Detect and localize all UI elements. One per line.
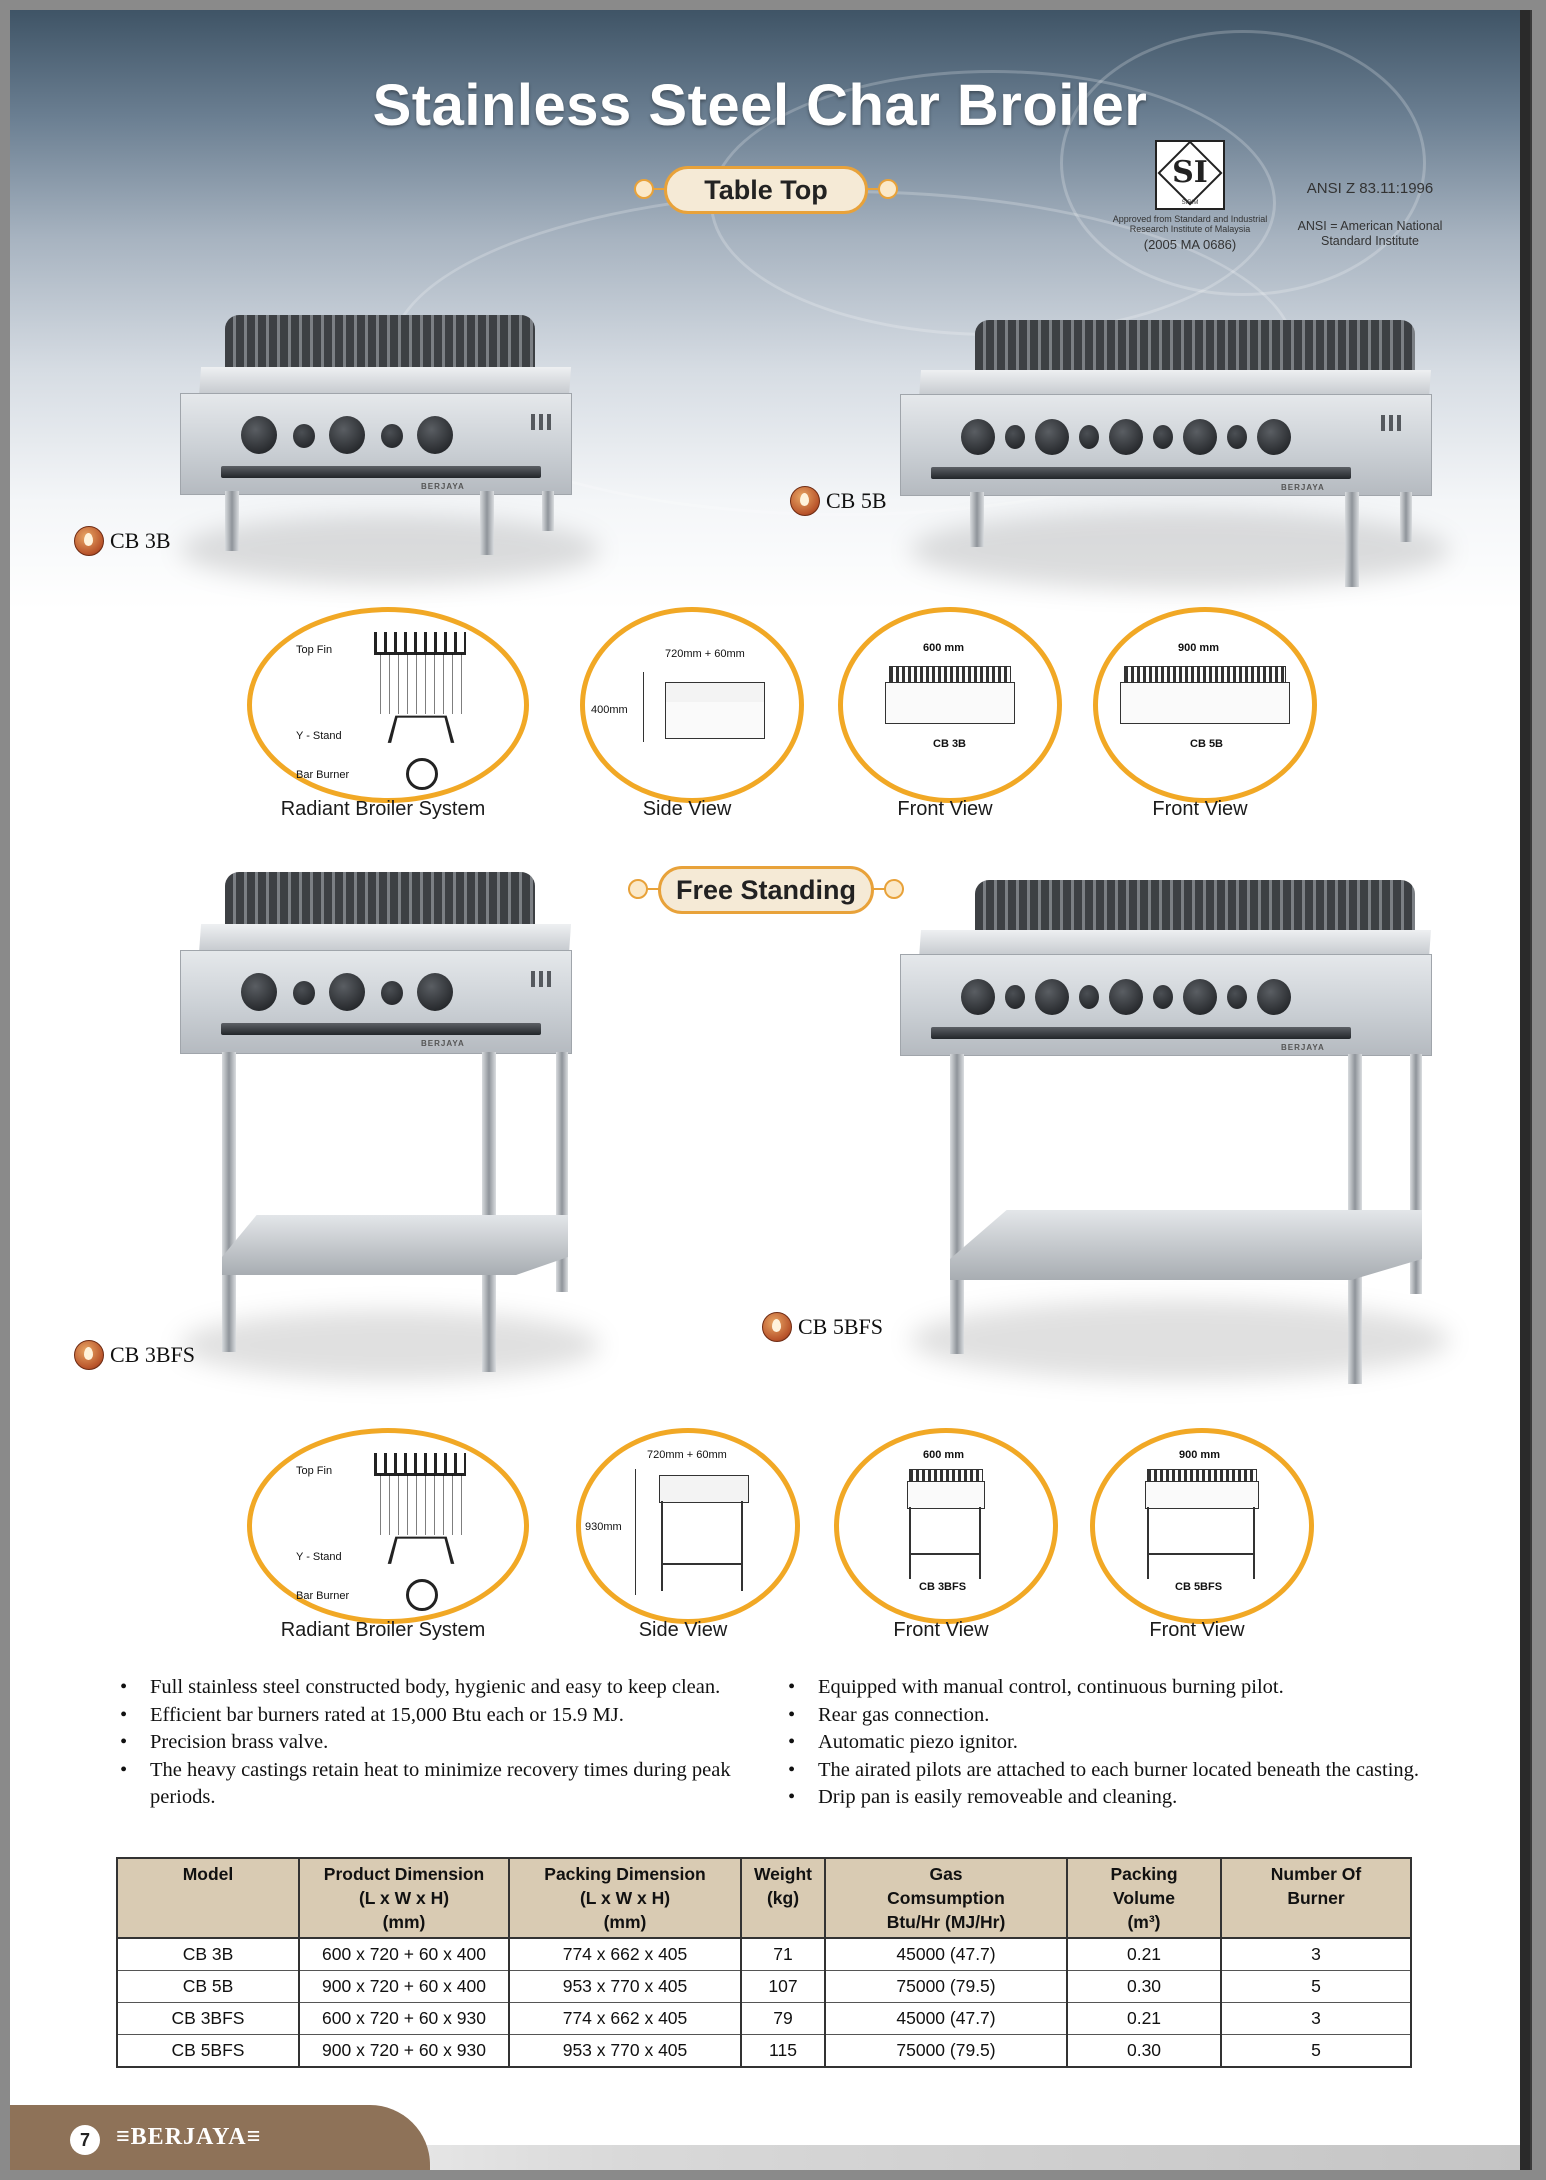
approval-text: Approved from Standard and Industrial Research Institute of Malaysia bbox=[1112, 214, 1268, 234]
front-view-caption-cb3bfs: Front View bbox=[893, 1619, 989, 1641]
ansi-info bbox=[1280, 180, 1460, 249]
col-packing-dimension: Packing Dimension (L x W x H) (mm) bbox=[509, 1858, 741, 1938]
ansi-standard: ANSI Z 83.11:1996 bbox=[1306, 180, 1434, 197]
ansi-definition: ANSI = American National Standard Institute bbox=[1297, 219, 1443, 248]
table-row: CB 5B 900 x 720 + 60 x 400 953 x 770 x 405 107 75000 (79.5) 0.30 5 bbox=[117, 1971, 1411, 2003]
product-image-cb5bfs: BERJAYA bbox=[890, 870, 1450, 1410]
front-view-diagram-cb3b: 600 mm CB 3B bbox=[838, 607, 1062, 803]
section-heading-free-standing: Free Standing bbox=[628, 866, 904, 912]
front-view-diagram-cb3bfs: 600 mm CB 3BFS bbox=[834, 1428, 1058, 1624]
col-number-of-burner: Number Of Burner bbox=[1221, 1858, 1411, 1938]
radiant-broiler-caption-top: Radiant Broiler System bbox=[280, 798, 486, 820]
product-image-cb3b: BERJAYA bbox=[170, 305, 600, 605]
feature-item: • The airated pilots are attached to each burner located beneath the casting. bbox=[786, 1757, 1426, 1785]
feature-item: • Automatic piezo ignitor. bbox=[786, 1729, 1426, 1757]
side-view-diagram-top: 720mm + 60mm 400mm bbox=[580, 607, 804, 803]
model-label-cb5b: CB 5B bbox=[790, 486, 887, 516]
table-row: CB 3BFS 600 x 720 + 60 x 930 774 x 662 x 405 79 45000 (47.7) 0.21 3 bbox=[117, 2003, 1411, 2035]
flame-icon bbox=[790, 486, 820, 516]
feature-item: • Equipped with manual control, continuous burning pilot. bbox=[786, 1674, 1426, 1702]
sirim-logo-icon: SI SIRIM bbox=[1155, 140, 1225, 210]
feature-item: • Drip pan is easily removeable and cleaning. bbox=[786, 1784, 1426, 1812]
feature-item: • Precision brass valve. bbox=[118, 1729, 758, 1757]
table-row: CB 5BFS 900 x 720 + 60 x 930 953 x 770 x 405 115 75000 (79.5) 0.30 5 bbox=[117, 2035, 1411, 2068]
section-heading-table-top: Table Top bbox=[634, 166, 898, 212]
features-left bbox=[118, 1674, 758, 1812]
table-header-row bbox=[117, 1858, 1411, 1938]
front-view-caption-cb3b: Front View bbox=[897, 798, 993, 820]
page-title: Stainless Steel Char Broiler bbox=[372, 73, 1148, 138]
feature-item: • Efficient bar burners rated at 15,000 Btu each or 15.9 MJ. bbox=[118, 1702, 758, 1730]
front-view-diagram-cb5bfs: 900 mm CB 5BFS bbox=[1090, 1428, 1314, 1624]
side-view-caption-top: Side View bbox=[642, 798, 732, 820]
side-view-caption-bottom: Side View bbox=[638, 1619, 728, 1641]
col-packing-volume: Packing Volume (m³) bbox=[1067, 1858, 1221, 1938]
feature-item: • Rear gas connection. bbox=[786, 1702, 1426, 1730]
page-edge bbox=[1520, 10, 1530, 2170]
model-label-cb3b: CB 3B bbox=[74, 526, 171, 556]
product-image-cb5b: BERJAYA bbox=[890, 310, 1450, 610]
flame-icon bbox=[762, 1312, 792, 1342]
product-image-cb3bfs: BERJAYA bbox=[170, 870, 610, 1410]
col-gas-consumption: Gas Comsumption Btu/Hr (MJ/Hr) bbox=[825, 1858, 1067, 1938]
model-label-cb3bfs: CB 3BFS bbox=[74, 1340, 195, 1370]
col-weight: Weight (kg) bbox=[741, 1858, 825, 1938]
col-product-dimension: Product Dimension (L x W x H) (mm) bbox=[299, 1858, 509, 1938]
feature-item: • The heavy castings retain heat to minimize recovery times during peak periods. bbox=[118, 1757, 758, 1812]
footer-brand-logo: ≡BERJAYA≡ bbox=[116, 2124, 262, 2150]
side-view-diagram-bottom: 720mm + 60mm 930mm bbox=[576, 1428, 800, 1624]
approval-code: (2005 MA 0686) bbox=[1143, 237, 1237, 252]
model-label-cb5bfs: CB 5BFS bbox=[762, 1312, 883, 1342]
radiant-broiler-diagram-bottom: Top Fin Y - Stand Bar Burner bbox=[247, 1428, 529, 1624]
radiant-broiler-diagram-top: Top Fin Y - Stand Bar Burner bbox=[247, 607, 529, 803]
front-view-diagram-cb5b: 900 mm CB 5B bbox=[1093, 607, 1317, 803]
catalog-page bbox=[10, 10, 1530, 2170]
features-right bbox=[786, 1674, 1426, 1812]
flame-icon bbox=[74, 1340, 104, 1370]
specification-table bbox=[116, 1857, 1412, 2068]
table-row: CB 3B 600 x 720 + 60 x 400 774 x 662 x 405 71 45000 (47.7) 0.21 3 bbox=[117, 1938, 1411, 1971]
col-model: Model bbox=[117, 1858, 299, 1938]
feature-item: • Full stainless steel constructed body, hygienic and easy to keep clean. bbox=[118, 1674, 758, 1702]
sirim-certification bbox=[1100, 140, 1280, 252]
flame-icon bbox=[74, 526, 104, 556]
page-number: 7 bbox=[70, 2125, 100, 2155]
front-view-caption-cb5b: Front View bbox=[1152, 798, 1248, 820]
front-view-caption-cb5bfs: Front View bbox=[1149, 1619, 1245, 1641]
radiant-broiler-caption-bottom: Radiant Broiler System bbox=[280, 1619, 486, 1641]
